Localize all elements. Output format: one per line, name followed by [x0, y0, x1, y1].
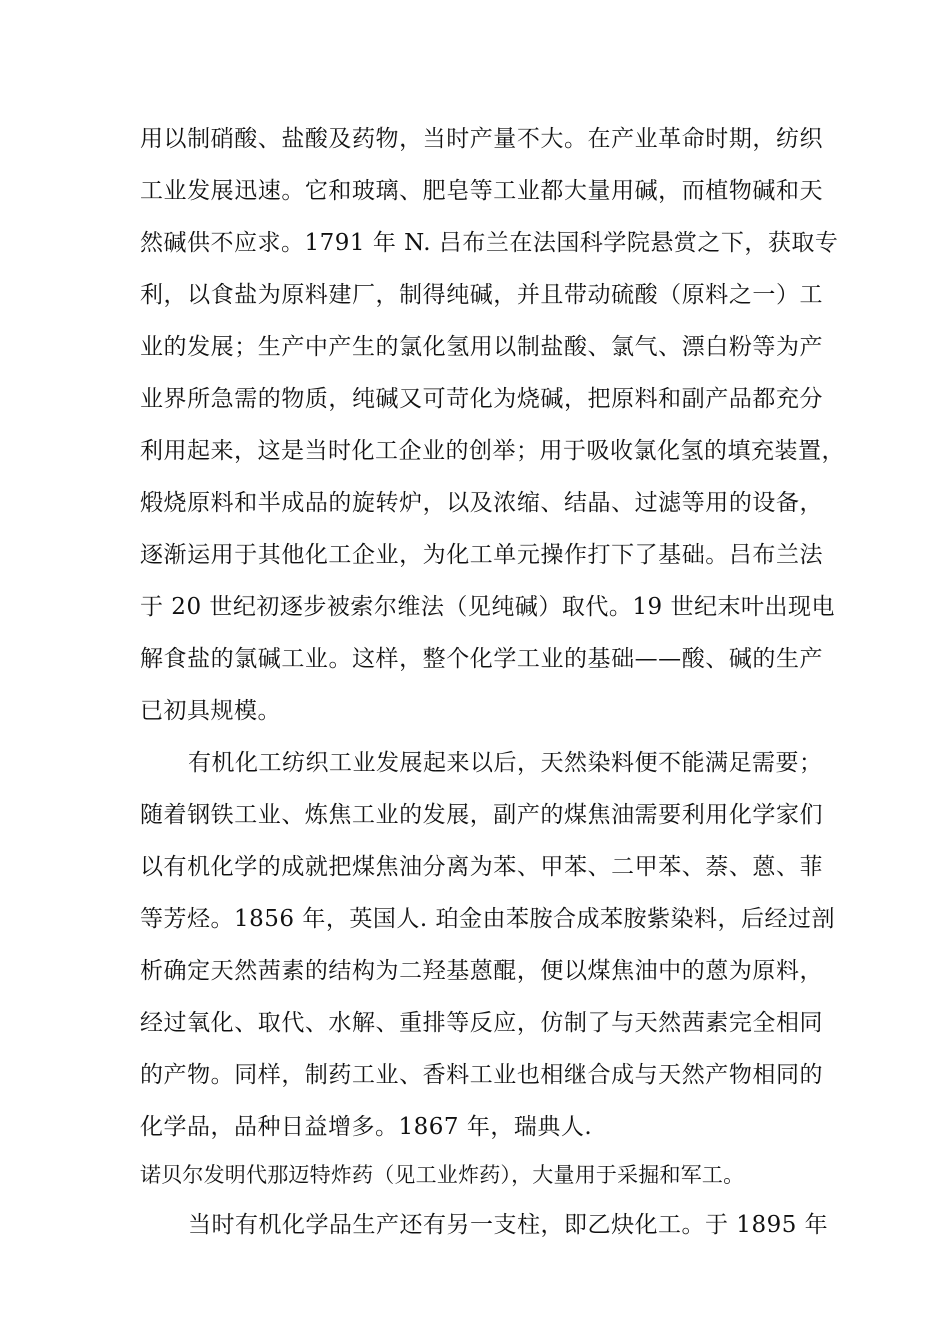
text-line: 析确定天然茜素的结构为二羟基蒽醌，便以煤焦油中的蒽为原料，	[140, 958, 823, 984]
text-line: 利用起来，这是当时化工企业的创举；用于吸收氯化氢的填充装置，	[140, 438, 845, 464]
text-line: 逐渐运用于其他化工企业，为化工单元操作打下了基础。吕布兰法	[140, 542, 823, 568]
text-line: 经过氧化、取代、水解、重排等反应，仿制了与天然茜素完全相同	[140, 1010, 823, 1036]
text-line: 然碱供不应求。1791 年 N. 吕布兰在法国科学院悬赏之下，获取专	[140, 230, 839, 256]
text-line: 业界所急需的物质，纯碱又可苛化为烧碱，把原料和副产品都充分	[140, 386, 823, 412]
text-line: 于 20 世纪初逐步被索尔维法（见纯碱）取代。19 世纪末叶出现电	[140, 594, 835, 620]
text-line: 等芳烃。1856 年，英国人. 珀金由苯胺合成苯胺紫染料，后经过剖	[140, 906, 835, 932]
text-line: 利，以食盐为原料建厂，制得纯碱，并且带动硫酸（原料之一）工	[140, 282, 823, 308]
text-line: 煅烧原料和半成品的旋转炉，以及浓缩、结晶、过滤等用的设备，	[140, 490, 823, 516]
text-line: 的产物。同样，制药工业、香料工业也相继合成与天然产物相同的	[140, 1062, 823, 1088]
text-line: 解食盐的氯碱工业。这样，整个化学工业的基础——酸、碱的生产	[140, 646, 823, 672]
text-line: 以有机化学的成就把煤焦油分离为苯、甲苯、二甲苯、萘、蒽、菲	[140, 854, 823, 880]
text-line: 工业发展迅速。它和玻璃、肥皂等工业都大量用碱，而植物碱和天	[140, 178, 823, 204]
text-line: 用以制硝酸、盐酸及药物，当时产量不大。在产业革命时期，纺织	[140, 126, 823, 152]
text-line: 随着钢铁工业、炼焦工业的发展，副产的煤焦油需要利用化学家们	[140, 802, 823, 828]
text-line: 业的发展；生产中产生的氯化氢用以制盐酸、氯气、漂白粉等为产	[140, 334, 823, 360]
text-line: 诺贝尔发明代那迈特炸药（见工业炸药），大量用于采掘和军工。	[140, 1163, 745, 1187]
paragraph-first-line: 当时有机化学品生产还有另一支柱，即乙炔化工。于 1895 年	[188, 1212, 829, 1238]
text-line: 已初具规模。	[140, 698, 281, 724]
text-line: 化学品，品种日益增多。1867 年，瑞典人.	[140, 1114, 593, 1140]
paragraph-first-line: 有机化工纺织工业发展起来以后，天然染料便不能满足需要；	[188, 750, 823, 776]
